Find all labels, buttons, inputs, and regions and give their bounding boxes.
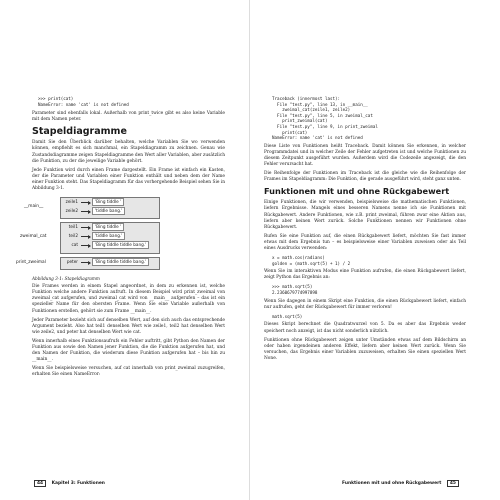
- paragraph-return-3: Wenn Sie im interaktiven Modus eine Funktion aufrufen, die einen Rückgabewert liefert, zeigt Python das Ergebnis an:: [264, 269, 466, 281]
- var-zeile1: zeile1: [65, 199, 78, 205]
- paragraph-intro: Parameter sind ebenfalls lokal. Außerhalb von print_twice gibt es also keine Variable mit dem Namen peter.: [32, 111, 225, 123]
- arrow-teil2: [81, 236, 90, 237]
- paragraph-return-1: Einige Funktionen, die wir verwenden, beispielsweise die mathematischen Funktionen, liefern Ergebnisse. Mangels eines besseren Namens nenne ich sie Funktionen mit Rückgabewert. Andere Funktionen, wie z.B. print_zweimal, führen zwar eine Aktion aus, liefern aber keinen Wert zurück. Solche Funktionen nennen wir Funktionen ohne Rückgabewert.: [264, 200, 466, 230]
- value-zeile1: 'Bing tiddle ': [92, 198, 124, 206]
- code-block-nameerror: >>> print(cat) NameError: name 'cat' is not defined: [38, 96, 129, 107]
- frame-name-zweimal-cat: zweimal_cat: [20, 234, 47, 240]
- var-zeile2: zeile2: [65, 208, 78, 214]
- paragraph-frames-4: Wenn Sie beispielsweise versuchen, auf cat innerhalb von print_zweimal zuzugreifen, erhalten Sie einen NameError:: [32, 366, 225, 378]
- paragraph-stack-2: Jede Funktion wird durch einen Frame dargestellt. Ein Frame ist einfach ein Kasten, der die Parameter und Variablen einer Funktion enthält und neben dem der Name einer Funktion steht. Das Stapeldiagramm für das vorhergehende Beispiel sehen Sie in Abbildung 3-1.: [32, 167, 225, 192]
- frame-name-print-zweimal: print_zweimal: [16, 260, 46, 266]
- code-block-traceback: Traceback (innermost last): File "test.py", line 13, in __main__ zweimal_cat(zeile1, zeile2) File "test.py", line 5, in zweimal_cat print_zweimal(cat) File "test.py", line 9, in print_zweimal print(cat) NameError: name 'cat' is not defined: [272, 96, 378, 141]
- paragraph-return-5: Dieses Skript berechnet die Quadratwurzel von 5. Da es aber das Ergebnis weder speichert noch anzeigt, ist das nicht sonderlich nützlich.: [264, 322, 466, 334]
- paragraph-return-4: Wenn Sie dagegen in einem Skript eine Funktion, die einen Rückgabewert liefert, einfach nur aufrufen, geht der Rückgabewert für immer verloren!: [264, 298, 466, 310]
- paragraph-frames-3: Wenn innerhalb eines Funktionsaufrufs ein Fehler auftritt, gibt Python den Namen der Funktion aus sowie den Namen jener Funktion, die die Funktion aufgerufen hat, und den Namen der Funktion, die wiederum diese Funktion aufgerufen hat – bis hin zu __main__.: [32, 338, 225, 363]
- value-teil2: 'tiddle bang.': [92, 232, 125, 240]
- arrow-cat: [81, 245, 90, 246]
- code-block-sqrt: >>> math.sqrt(5) 2.2360679774997898: [272, 284, 318, 296]
- heading-rueckgabewert: Funktionen mit und ohne Rückgabewert: [264, 186, 450, 197]
- right-page-content: [264, 96, 466, 365]
- paragraph-stack-1: Damit Sie den Überblick darüber behalten, welche Variablen Sie wo verwenden können, empfiehlt es sich manchmal, ein Stapeldiagramm zu zeichnen. Genau wie Zustandsdiagramme zeigen Stapeldiagramme den Wert aller Variablen, aber zusätzlich die Funktion, zu der die jeweilige Variable gehört.: [32, 140, 225, 164]
- left-footer: [30, 480, 105, 487]
- var-teil1: teil1: [68, 224, 78, 230]
- arrow-teil1: [81, 227, 90, 228]
- page-number-right: 45: [447, 480, 459, 487]
- paragraph-frames-2: Jeder Parameter bezieht sich auf denselben Wert, auf den sich auch das entsprechende Argument bezieht. Also hat teil1 denselben Wert wie zeile1, teil2 hat denselben Wert wie zeile2, und peter hat denselben Wert wie cat.: [32, 317, 225, 335]
- right-page: [250, 0, 500, 500]
- paragraph-return-2: Rufen Sie eine Funktion auf, die einen Rückgabewert liefert, möchten Sie fast immer etwas mit dem Ergebnis tun – es beispielsweise einer Variablen zuweisen oder als Teil eines Ausdrucks verwenden:: [264, 233, 466, 251]
- var-peter: peter: [66, 259, 78, 265]
- figure-caption: Abbildung 3-1: Stapeldiagramm: [32, 276, 100, 282]
- value-cat: 'Bing tiddle tiddle bang.': [92, 241, 149, 249]
- var-teil2: teil2: [68, 233, 78, 239]
- value-zeile2: 'tiddle bang.': [92, 207, 125, 215]
- paragraph-return-6: Funktionen ohne Rückgabewert zeigen unter Umständen etwas auf dem Bildschirm an oder haben irgendeinen anderen Effekt, liefern aber keinen Wert zurück. Wenn Sie versuchen, das Ergebnis einer Variablen zuzuweisen, erhalten Sie einen speziellen Wert None.: [264, 337, 466, 361]
- code-block-assign: x = math.cos(radians) golden = (math.sqrt(5) + 1) / 2: [272, 255, 351, 266]
- heading-stapeldiagramme: Stapeldiagramme: [32, 126, 127, 138]
- arrow-zeile1: [81, 202, 90, 203]
- paragraph-frames-1: Die Frames werden in einem Stapel angeordnet, in dem zu erkennen ist, welche Funktion welche andere Funktion aufruft. In diesem Beispiel wird print_zweimal von zweimal_cat aufgerufen, und zweimal_cat wird von __main__ aufgerufen – das ist ein spezieller Name für den obersten Frame. Wenn Sie eine Variable außerhalb von Funktionen erstellen, gehört sie zum Frame __main__.: [32, 284, 225, 314]
- value-peter: 'Bing tiddle tiddle bang.': [92, 258, 149, 266]
- left-page-content: [16, 96, 225, 381]
- arrow-peter: [81, 262, 90, 263]
- paragraph-traceback-2: Die Reihenfolge der Funktionen im Traceback ist die gleiche wie die Reihenfolge der Frames im Stapeldiagramm: Die Funktion, die gerade ausgeführt wird, steht ganz unten.: [264, 171, 466, 183]
- stack-diagram: [16, 195, 225, 285]
- var-cat: cat: [71, 242, 78, 248]
- chapter-title-left: Kapitel 3: Funktionen: [51, 481, 105, 486]
- code-block-sqrt-script: math.sqrt(5): [272, 313, 303, 319]
- page-number-left: 44: [34, 480, 46, 487]
- arrow-zeile2: [81, 211, 90, 212]
- right-footer: [342, 480, 463, 487]
- paragraph-traceback-1: Diese Liste von Funktionen heißt Traceback. Damit können Sie erkennen, in welcher Programmdatei und in welcher Zeile der Fehler aufgetreten ist und welche Funktionen zu diesem Zeitpunkt ausgeführt wurden. Außerdem wird die Codezeile angezeigt, die den Fehler verursacht hat.: [264, 143, 466, 168]
- value-teil1: 'Bing tiddle ': [92, 223, 124, 231]
- frame-name-main: __main__: [24, 204, 44, 210]
- chapter-title-right: Funktionen mit und ohne Rückgabewert: [342, 481, 442, 486]
